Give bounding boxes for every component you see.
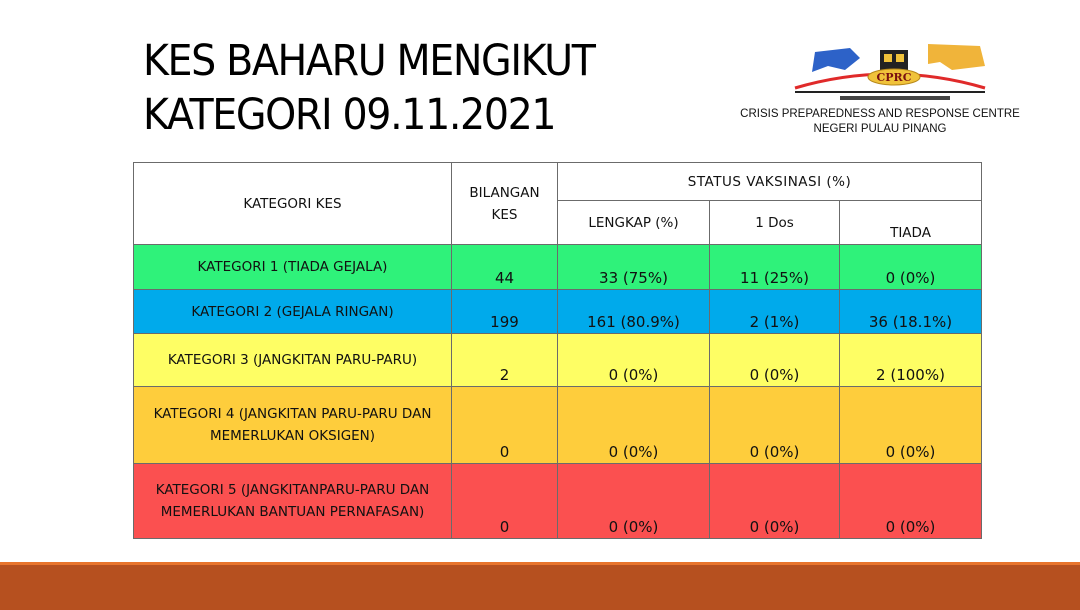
row-lengkap: 0 (0%) <box>558 334 710 387</box>
row-lengkap: 33 (75%) <box>558 245 710 290</box>
row-tiada: 0 (0%) <box>840 387 982 464</box>
row-kategori: KATEGORI 5 (JANGKITANPARU-PARU DAN MEMERLUKAN BANTUAN PERNAFASAN) <box>134 464 452 539</box>
cases-table <box>133 162 982 539</box>
row-lengkap: 0 (0%) <box>558 464 710 539</box>
footer-bar <box>0 562 1080 610</box>
title-line-1: KES BAHARU MENGIKUT <box>143 36 595 86</box>
row-kategori: KATEGORI 4 (JANGKITAN PARU-PARU DAN MEMERLUKAN OKSIGEN) <box>134 387 452 464</box>
row-kategori: KATEGORI 1 (TIADA GEJALA) <box>134 245 452 290</box>
header-status-vaksinasi: STATUS VAKSINASI (%) <box>558 163 982 201</box>
row-tiada: 36 (18.1%) <box>840 290 982 334</box>
org-name <box>700 107 1060 137</box>
title-line-2: KATEGORI 09.11.2021 <box>143 90 556 140</box>
row-lengkap: 161 (80.9%) <box>558 290 710 334</box>
row-bilangan: 0 <box>452 464 558 539</box>
row-bilangan: 199 <box>452 290 558 334</box>
row-kategori: KATEGORI 2 (GEJALA RINGAN) <box>134 290 452 334</box>
org-line-1: CRISIS PREPAREDNESS AND RESPONSE CENTRE <box>740 108 1020 120</box>
row-tiada: 0 (0%) <box>840 245 982 290</box>
header-lengkap: LENGKAP (%) <box>558 201 710 245</box>
row-bilangan: 0 <box>452 387 558 464</box>
row-1-dos: 11 (25%) <box>710 245 840 290</box>
row-1-dos: 0 (0%) <box>710 387 840 464</box>
row-tiada: 2 (100%) <box>840 334 982 387</box>
header-row-1 <box>134 163 982 201</box>
svg-text:CPRC: CPRC <box>876 71 912 84</box>
row-1-dos: 0 (0%) <box>710 334 840 387</box>
footer-bar-highlight <box>0 562 1080 565</box>
table-row <box>134 387 982 464</box>
table-row <box>134 334 982 387</box>
row-lengkap: 0 (0%) <box>558 387 710 464</box>
row-tiada: 0 (0%) <box>840 464 982 539</box>
table-row <box>134 245 982 290</box>
cprc-logo <box>790 40 990 105</box>
row-bilangan: 44 <box>452 245 558 290</box>
row-bilangan: 2 <box>452 334 558 387</box>
header-1-dos: 1 Dos <box>710 201 840 245</box>
row-1-dos: 0 (0%) <box>710 464 840 539</box>
org-line-2: NEGERI PULAU PINANG <box>813 123 947 135</box>
table-row <box>134 464 982 539</box>
header-bilangan: BILANGAN KES <box>452 163 558 245</box>
slide-title <box>143 34 658 142</box>
row-kategori: KATEGORI 3 (JANGKITAN PARU-PARU) <box>134 334 452 387</box>
row-1-dos: 2 (1%) <box>710 290 840 334</box>
header-tiada: TIADA <box>840 201 982 245</box>
table-row <box>134 290 982 334</box>
header-kategori: KATEGORI KES <box>134 163 452 245</box>
